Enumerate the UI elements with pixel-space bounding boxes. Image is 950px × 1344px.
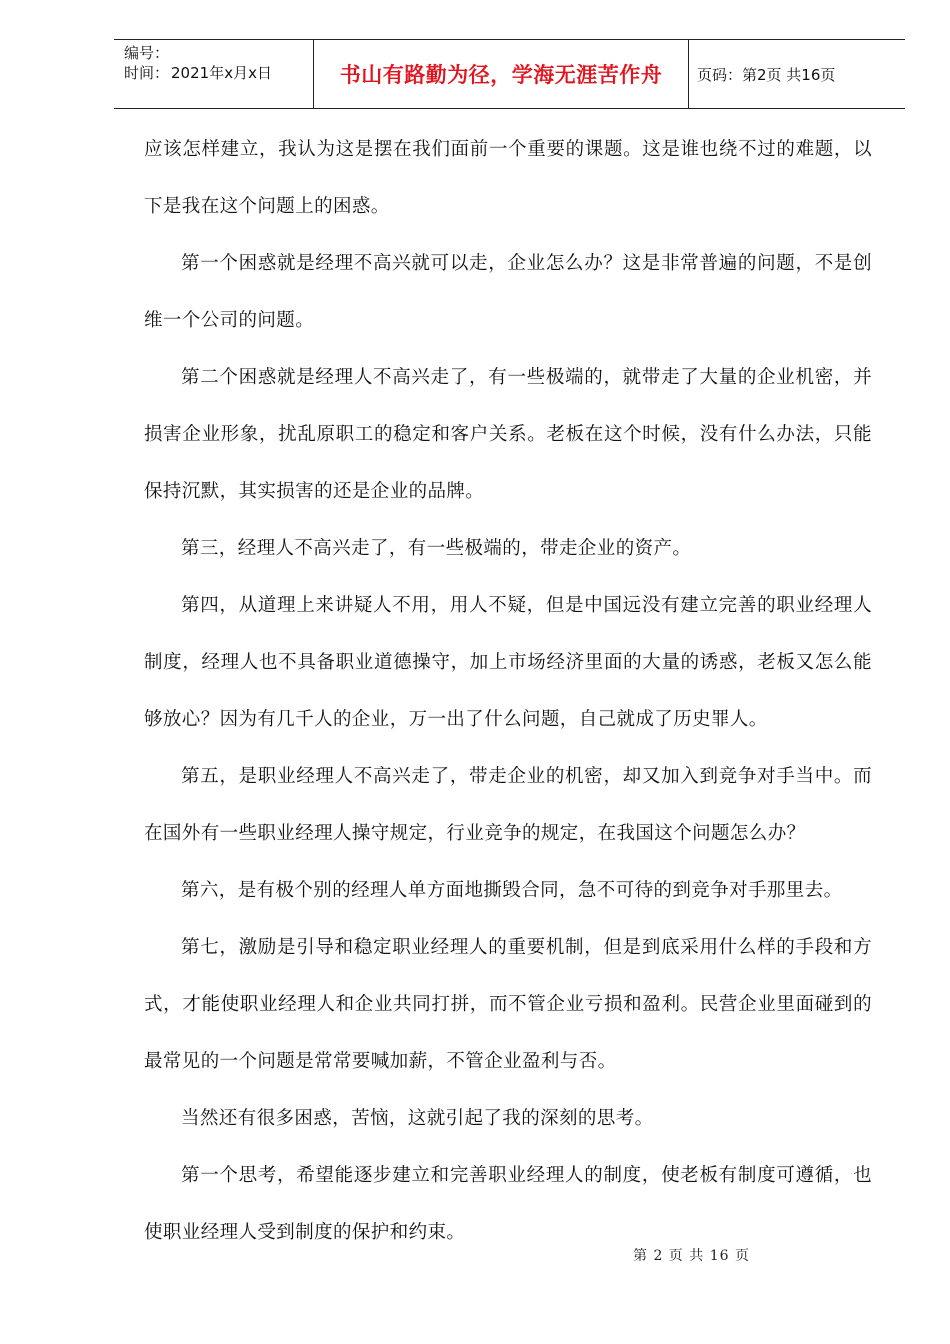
number-label: 编号： bbox=[124, 44, 170, 62]
document-body bbox=[144, 121, 872, 1261]
time-row bbox=[124, 63, 313, 83]
paragraph-1: 应该怎样建立，我认为这是摆在我们面前一个重要的课题。这是谁也绕不过的难题，以下是我在这个问题上的困惑。 bbox=[144, 139, 872, 217]
header-meta bbox=[114, 40, 314, 108]
paragraph-8: 第七，激励是引导和稳定职业经理人的重要机制，但是到底采用什么样的手段和方式，才能使职业经理人和企业共同打拼，而不管企业亏损和盈利。民营企业里面碰到的最常见的一个问题是常常要喊加薪，不管企业盈利与否。 bbox=[144, 937, 872, 1072]
paragraph-7: 第六，是有极个别的经理人单方面地撕毁合同，急不可待的到竞争对手那里去。 bbox=[181, 880, 843, 901]
header-page-info: 页码：第2页 共16页 bbox=[697, 65, 836, 84]
paragraph-2: 第一个困惑就是经理不高兴就可以走，企业怎么办？这是非常普遍的问题，不是创维一个公司的问题。 bbox=[144, 253, 872, 331]
paragraph-10: 第一个思考，希望能逐步建立和完善职业经理人的制度，使老板有制度可遵循，也使职业经理人受到制度的保护和约束。 bbox=[144, 1165, 872, 1243]
paragraph-3: 第二个困惑就是经理人不高兴走了，有一些极端的，就带走了大量的企业机密，并损害企业形象，扰乱原职工的稳定和客户关系。老板在这个时候，没有什么办法，只能保持沉默，其实损害的还是企业的品牌。 bbox=[144, 367, 872, 502]
paragraph-6: 第五，是职业经理人不高兴走了，带走企业的机密，却又加入到竞争对手当中。而在国外有一些职业经理人操守规定，行业竞争的规定，在我国这个问题怎么办？ bbox=[144, 766, 872, 844]
paragraph-5: 第四，从道理上来讲疑人不用，用人不疑，但是中国远没有建立完善的职业经理人制度，经理人也不具备职业道德操守，加上市场经济里面的大量的诱惑，老板又怎么能够放心？因为有几千人的企业，万一出了什么问题，自己就成了历史罪人。 bbox=[144, 595, 872, 730]
paragraph-9: 当然还有很多困惑，苦恼，这就引起了我的深刻的思考。 bbox=[181, 1108, 654, 1129]
time-label: 时间： bbox=[124, 64, 170, 82]
time-value: 2021年x月x日 bbox=[171, 64, 272, 82]
page-header bbox=[114, 39, 905, 109]
header-motto: 书山有路勤为径，学海无涯苦作舟 bbox=[314, 40, 689, 108]
page-footer: 第 2 页 共 16 页 bbox=[633, 1248, 750, 1264]
paragraph-4: 第三，经理人不高兴走了，有一些极端的，带走企业的资产。 bbox=[181, 538, 692, 559]
